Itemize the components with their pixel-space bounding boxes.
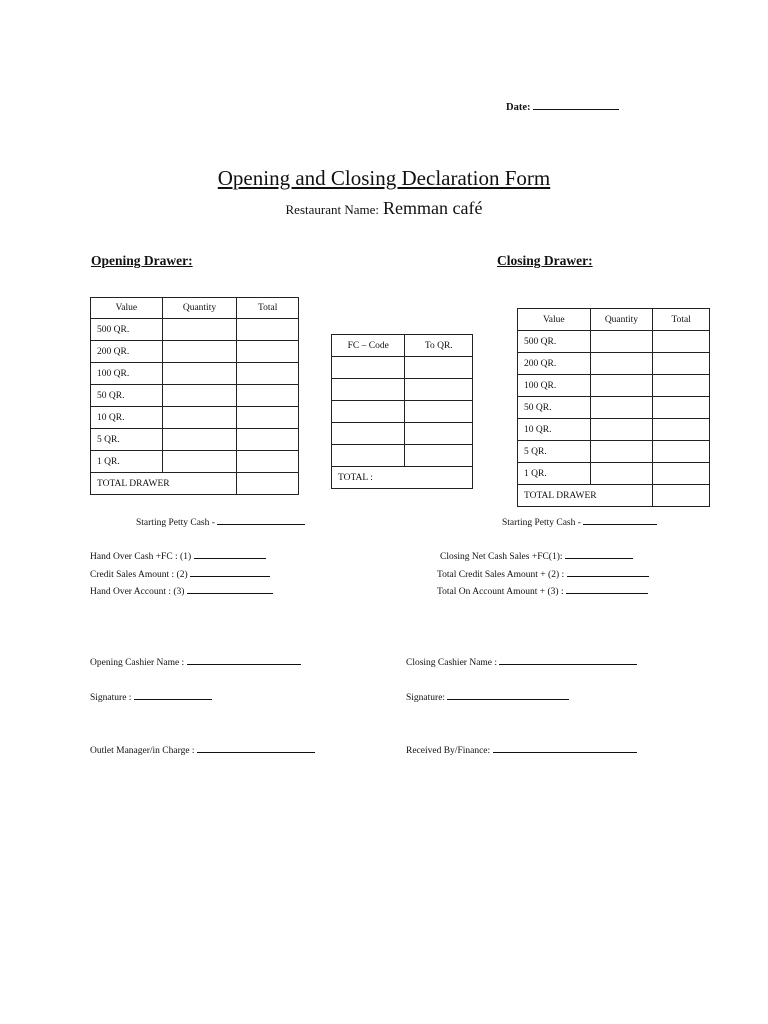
opening-petty-cash xyxy=(136,515,305,528)
column-header: Total xyxy=(237,298,299,319)
field-label: Total On Account Amount + (3) : xyxy=(437,587,564,597)
closing-drawer-heading: Closing Drawer: xyxy=(497,253,593,268)
table-row xyxy=(91,385,299,407)
credit-sales-field xyxy=(90,567,270,580)
quantity-cell[interactable] xyxy=(590,375,653,397)
received-by-finance-field xyxy=(406,743,637,756)
field-label: Total Credit Sales Amount + (2) : xyxy=(437,570,565,580)
petty-cash-line[interactable] xyxy=(583,515,657,525)
column-header: Value xyxy=(91,298,163,319)
column-header: To QR. xyxy=(405,335,473,357)
quantity-cell[interactable] xyxy=(590,353,653,375)
field-line[interactable] xyxy=(565,549,633,559)
total-cell[interactable] xyxy=(237,363,299,385)
field-label: Received By/Finance: xyxy=(406,746,491,756)
value-cell: 5 QR. xyxy=(91,429,163,451)
quantity-cell[interactable] xyxy=(162,407,237,429)
field-line[interactable] xyxy=(190,567,270,577)
table-row xyxy=(91,407,299,429)
to-qr-cell[interactable] xyxy=(405,379,473,401)
petty-cash-line[interactable] xyxy=(217,515,305,525)
date-field xyxy=(506,99,619,113)
total-cell[interactable] xyxy=(237,451,299,473)
opening-cashier-field xyxy=(90,655,301,668)
value-cell: 5 QR. xyxy=(518,441,591,463)
table-row xyxy=(518,463,710,485)
table-row xyxy=(332,401,473,423)
field-label: Signature: xyxy=(406,693,446,703)
quantity-cell[interactable] xyxy=(590,419,653,441)
fc-table xyxy=(331,334,473,489)
restaurant-name-row xyxy=(0,198,768,219)
field-line[interactable] xyxy=(566,584,648,594)
value-cell: 1 QR. xyxy=(91,451,163,473)
total-drawer-cell[interactable] xyxy=(237,473,299,495)
table-row xyxy=(518,375,710,397)
table-row xyxy=(332,445,473,467)
value-cell: 10 QR. xyxy=(91,407,163,429)
field-label: Credit Sales Amount : (2) xyxy=(90,570,188,580)
to-qr-cell[interactable] xyxy=(405,423,473,445)
field-label: Hand Over Cash +FC : (1) xyxy=(90,552,192,562)
total-cell[interactable] xyxy=(237,385,299,407)
date-line[interactable] xyxy=(533,99,619,110)
quantity-cell[interactable] xyxy=(162,341,237,363)
field-line[interactable] xyxy=(567,567,649,577)
closing-cashier-field xyxy=(406,655,637,668)
total-row xyxy=(518,485,710,507)
petty-cash-label: Starting Petty Cash - xyxy=(136,518,215,528)
value-cell: 200 QR. xyxy=(91,341,163,363)
table-header-row xyxy=(332,335,473,357)
field-label: Opening Cashier Name : xyxy=(90,658,185,668)
column-header: Total xyxy=(653,309,710,331)
petty-cash-label: Starting Petty Cash - xyxy=(502,518,581,528)
total-cell[interactable] xyxy=(237,407,299,429)
date-label: Date: xyxy=(506,102,531,113)
form-title-text: Opening and Closing Declaration Form xyxy=(217,166,551,190)
closing-drawer-table xyxy=(517,308,710,507)
closing-net-cash-field xyxy=(440,549,633,562)
total-cell[interactable] xyxy=(653,441,710,463)
column-header: Quantity xyxy=(162,298,237,319)
field-line[interactable] xyxy=(134,690,212,700)
closing-signature-field xyxy=(406,690,569,703)
total-drawer-cell[interactable] xyxy=(653,485,710,507)
quantity-cell[interactable] xyxy=(162,451,237,473)
total-credit-sales-field xyxy=(437,567,649,580)
field-line[interactable] xyxy=(194,549,266,559)
table-header-row xyxy=(91,298,299,319)
restaurant-name: Remman café xyxy=(383,198,483,218)
quantity-cell[interactable] xyxy=(590,331,653,353)
form-title xyxy=(0,166,768,191)
total-cell[interactable] xyxy=(653,463,710,485)
total-cell[interactable] xyxy=(237,341,299,363)
table-row xyxy=(91,429,299,451)
column-header: Quantity xyxy=(590,309,653,331)
field-line[interactable] xyxy=(187,584,273,594)
value-cell: 500 QR. xyxy=(91,319,163,341)
value-cell: 50 QR. xyxy=(91,385,163,407)
total-cell[interactable] xyxy=(653,353,710,375)
to-qr-cell[interactable] xyxy=(405,357,473,379)
value-cell: 50 QR. xyxy=(518,397,591,419)
closing-petty-cash xyxy=(502,515,657,528)
opening-drawer-table xyxy=(90,297,299,495)
quantity-cell[interactable] xyxy=(162,385,237,407)
to-qr-cell[interactable] xyxy=(405,445,473,467)
quantity-cell[interactable] xyxy=(162,319,237,341)
field-line[interactable] xyxy=(493,743,637,753)
total-row xyxy=(332,467,473,489)
table-row xyxy=(332,379,473,401)
table-row xyxy=(518,353,710,375)
field-label: Closing Net Cash Sales +FC(1): xyxy=(440,552,563,562)
total-drawer-label: TOTAL DRAWER xyxy=(518,485,653,507)
quantity-cell[interactable] xyxy=(162,363,237,385)
table-row xyxy=(518,331,710,353)
fc-code-cell[interactable] xyxy=(332,445,405,467)
column-header: FC – Code xyxy=(332,335,405,357)
quantity-cell[interactable] xyxy=(590,463,653,485)
outlet-manager-field xyxy=(90,743,315,756)
field-label: Hand Over Account : (3) xyxy=(90,587,185,597)
total-on-account-field xyxy=(437,584,648,597)
total-cell[interactable] xyxy=(653,375,710,397)
opening-drawer-heading: Opening Drawer: xyxy=(91,253,193,268)
table-row xyxy=(91,319,299,341)
value-cell: 200 QR. xyxy=(518,353,591,375)
total-cell[interactable] xyxy=(237,319,299,341)
value-cell: 1 QR. xyxy=(518,463,591,485)
total-cell[interactable] xyxy=(653,331,710,353)
fc-code-cell[interactable] xyxy=(332,357,405,379)
quantity-cell[interactable] xyxy=(590,397,653,419)
total-cell[interactable] xyxy=(237,429,299,451)
value-cell: 100 QR. xyxy=(518,375,591,397)
field-line[interactable] xyxy=(197,743,315,753)
table-row xyxy=(332,423,473,445)
table-row xyxy=(518,397,710,419)
column-header: Value xyxy=(518,309,591,331)
total-cell[interactable] xyxy=(653,419,710,441)
value-cell: 100 QR. xyxy=(91,363,163,385)
table-row xyxy=(518,419,710,441)
table-row xyxy=(91,451,299,473)
field-line[interactable] xyxy=(447,690,569,700)
table-header-row xyxy=(518,309,710,331)
fc-code-cell[interactable] xyxy=(332,423,405,445)
field-line[interactable] xyxy=(187,655,301,665)
table-row xyxy=(518,441,710,463)
total-drawer-label: TOTAL DRAWER xyxy=(91,473,237,495)
table-row xyxy=(332,357,473,379)
hand-over-cash-field xyxy=(90,549,266,562)
field-label: Signature : xyxy=(90,693,132,703)
fc-total-label: TOTAL : xyxy=(332,467,473,489)
restaurant-label: Restaurant Name: xyxy=(285,202,380,217)
hand-over-account-field xyxy=(90,584,273,597)
field-label: Closing Cashier Name : xyxy=(406,658,498,668)
fc-code-cell[interactable] xyxy=(332,379,405,401)
opening-signature-field xyxy=(90,690,212,703)
fc-code-cell[interactable] xyxy=(332,401,405,423)
quantity-cell[interactable] xyxy=(590,441,653,463)
value-cell: 500 QR. xyxy=(518,331,591,353)
value-cell: 10 QR. xyxy=(518,419,591,441)
to-qr-cell[interactable] xyxy=(405,401,473,423)
table-row xyxy=(91,341,299,363)
quantity-cell[interactable] xyxy=(162,429,237,451)
total-row xyxy=(91,473,299,495)
field-line[interactable] xyxy=(499,655,637,665)
field-label: Outlet Manager/in Charge : xyxy=(90,746,195,756)
total-cell[interactable] xyxy=(653,397,710,419)
table-row xyxy=(91,363,299,385)
